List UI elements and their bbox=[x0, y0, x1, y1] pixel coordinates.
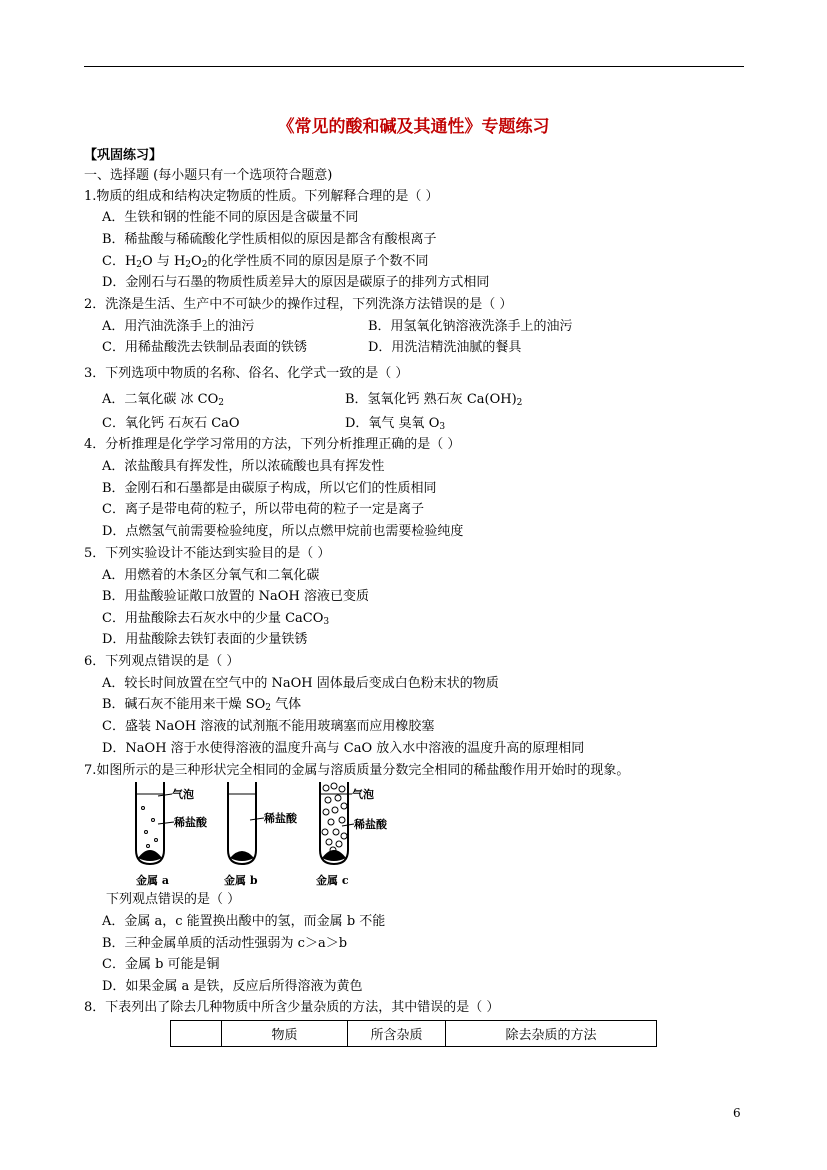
q2-option-d: D．用洗洁精洗油腻的餐具 bbox=[368, 340, 522, 355]
q4-option-d: D．点燃氢气前需要检验纯度，所以点燃甲烷前也需要检验纯度 bbox=[102, 524, 464, 539]
q5-option-b: B．用盐酸验证敞口放置的 NaOH 溶液已变质 bbox=[102, 589, 369, 604]
part-heading: 一、选择题 (每小题只有一个选项符合题意) bbox=[84, 168, 333, 183]
q5-option-d: D．用盐酸除去铁钉表面的少量铁锈 bbox=[102, 632, 308, 647]
bubble-label-c: 气泡 bbox=[352, 788, 374, 801]
table-header-cell bbox=[171, 1021, 222, 1047]
q1-stem: 1.物质的组成和结构决定物质的性质。下列解释合理的是（ ） bbox=[84, 189, 439, 204]
tube-b bbox=[228, 782, 264, 864]
bubble-label: 气泡 bbox=[172, 788, 194, 801]
tube-c bbox=[320, 782, 354, 864]
q7-stem: 7.如图所示的是三种形状完全相同的金属与溶质质量分数完全相同的稀盐酸作用开始时的现象。 bbox=[84, 763, 630, 778]
table-header-cell: 物质 bbox=[222, 1021, 348, 1047]
q1-option-d: D．金刚石与石墨的物质性质差异大的原因是碳原子的排列方式相同 bbox=[102, 275, 490, 290]
test-tube-figure bbox=[128, 780, 388, 890]
q3-option-d: D．氧气 臭氧 $O_3$ bbox=[345, 416, 446, 432]
q4-option-b: B．金刚石和石墨都是由碳原子构成，所以它们的性质相同 bbox=[102, 481, 437, 496]
q1-option-b: B．稀盐酸与稀硫酸化学性质相似的原因是都含有酸根离子 bbox=[102, 232, 437, 247]
q3-option-a: A．二氧化碳 冰 $CO_2$ bbox=[102, 392, 224, 408]
page-title: 《常见的酸和碱及其通性》专题练习 bbox=[277, 117, 550, 137]
acid-label-c: 稀盐酸 bbox=[354, 818, 387, 831]
table-header-cell: 除去杂质的方法 bbox=[446, 1021, 657, 1047]
q7-option-b: B．三种金属单质的活动性强弱为 c＞a＞b bbox=[102, 936, 348, 951]
q2-option-a: A．用汽油洗涤手上的油污 bbox=[102, 319, 255, 334]
q4-option-a: A．浓盐酸具有挥发性，所以浓硫酸也具有挥发性 bbox=[102, 459, 385, 474]
q5-option-a: A．用燃着的木条区分氧气和二氧化碳 bbox=[102, 568, 320, 583]
q4-option-c: C．离子是带电荷的粒子，所以带电荷的粒子一定是离子 bbox=[102, 502, 424, 517]
tube-a bbox=[136, 782, 174, 864]
q6-option-c: C．盛装 NaOH 溶液的试剂瓶不能用玻璃塞而应用橡胶塞 bbox=[102, 719, 435, 734]
q7-option-a: A．金属 a，c 能置换出酸中的氢，而金属 b 不能 bbox=[102, 914, 386, 929]
metal-b-label: 金属 b bbox=[224, 874, 258, 887]
table-header-row bbox=[171, 1021, 657, 1047]
q2-option-b: B．用氢氧化钠溶液洗涤手上的油污 bbox=[368, 319, 573, 334]
q8-stem: 8．下表列出了除去几种物质中所含少量杂质的方法，其中错误的是（ ） bbox=[84, 1000, 500, 1015]
q3-option-b: B．氢氧化钙 熟石灰 $Ca(OH)_2$ bbox=[345, 392, 523, 408]
q1-option-a: A．生铁和钢的性能不同的原因是含碳量不同 bbox=[102, 210, 359, 225]
q7-option-c: C．金属 b 可能是铜 bbox=[102, 957, 220, 972]
header-rule bbox=[84, 66, 744, 67]
table-header-cell: 所含杂质 bbox=[348, 1021, 446, 1047]
q6-option-a: A．较长时间放置在空气中的 NaOH 固体最后变成白色粉末状的物质 bbox=[102, 676, 499, 691]
acid-label-b: 稀盐酸 bbox=[264, 812, 297, 825]
metal-c-label: 金属 c bbox=[316, 874, 349, 887]
page-number: 6 bbox=[733, 1106, 741, 1120]
metal-a-label: 金属 a bbox=[136, 874, 169, 887]
q2-stem: 2．洗涤是生活、生产中不可缺少的操作过程，下列洗涤方法错误的是（ ） bbox=[84, 297, 513, 312]
q2-option-c: C．用稀盐酸洗去铁制品表面的铁锈 bbox=[102, 340, 307, 355]
q3-stem: 3．下列选项中物质的名称、俗名、化学式一致的是（ ） bbox=[84, 366, 409, 381]
q5-stem: 5．下列实验设计不能达到实验目的是（ ） bbox=[84, 546, 331, 561]
q7-option-d: D．如果金属 a 是铁，反应后所得溶液为黄色 bbox=[102, 979, 363, 994]
q6-option-d: D．NaOH 溶于水使得溶液的温度升高与 CaO 放入水中溶液的温度升高的原理相同 bbox=[102, 741, 585, 756]
q7-sub-stem: 下列观点错误的是（ ） bbox=[106, 892, 241, 907]
section-label: 【巩固练习】 bbox=[84, 148, 163, 163]
q6-option-b: B．碱石灰不能用来干燥 $SO_2$ 气体 bbox=[102, 697, 302, 713]
q3-option-c: C．氧化钙 石灰石 CaO bbox=[102, 416, 240, 431]
acid-label-a: 稀盐酸 bbox=[174, 816, 207, 829]
q6-stem: 6．下列观点错误的是（ ） bbox=[84, 654, 240, 669]
q4-stem: 4．分析推理是化学学习常用的方法，下列分析推理正确的是（ ） bbox=[84, 437, 461, 452]
q5-option-c: C．用盐酸除去石灰水中的少量 CaCO$_3$ bbox=[102, 611, 330, 627]
impurity-table bbox=[170, 1020, 657, 1047]
q1-option-c: C．$H_2O$ 与 $H_2O_2$的化学性质不同的原因是原子个数不同 bbox=[102, 254, 429, 270]
